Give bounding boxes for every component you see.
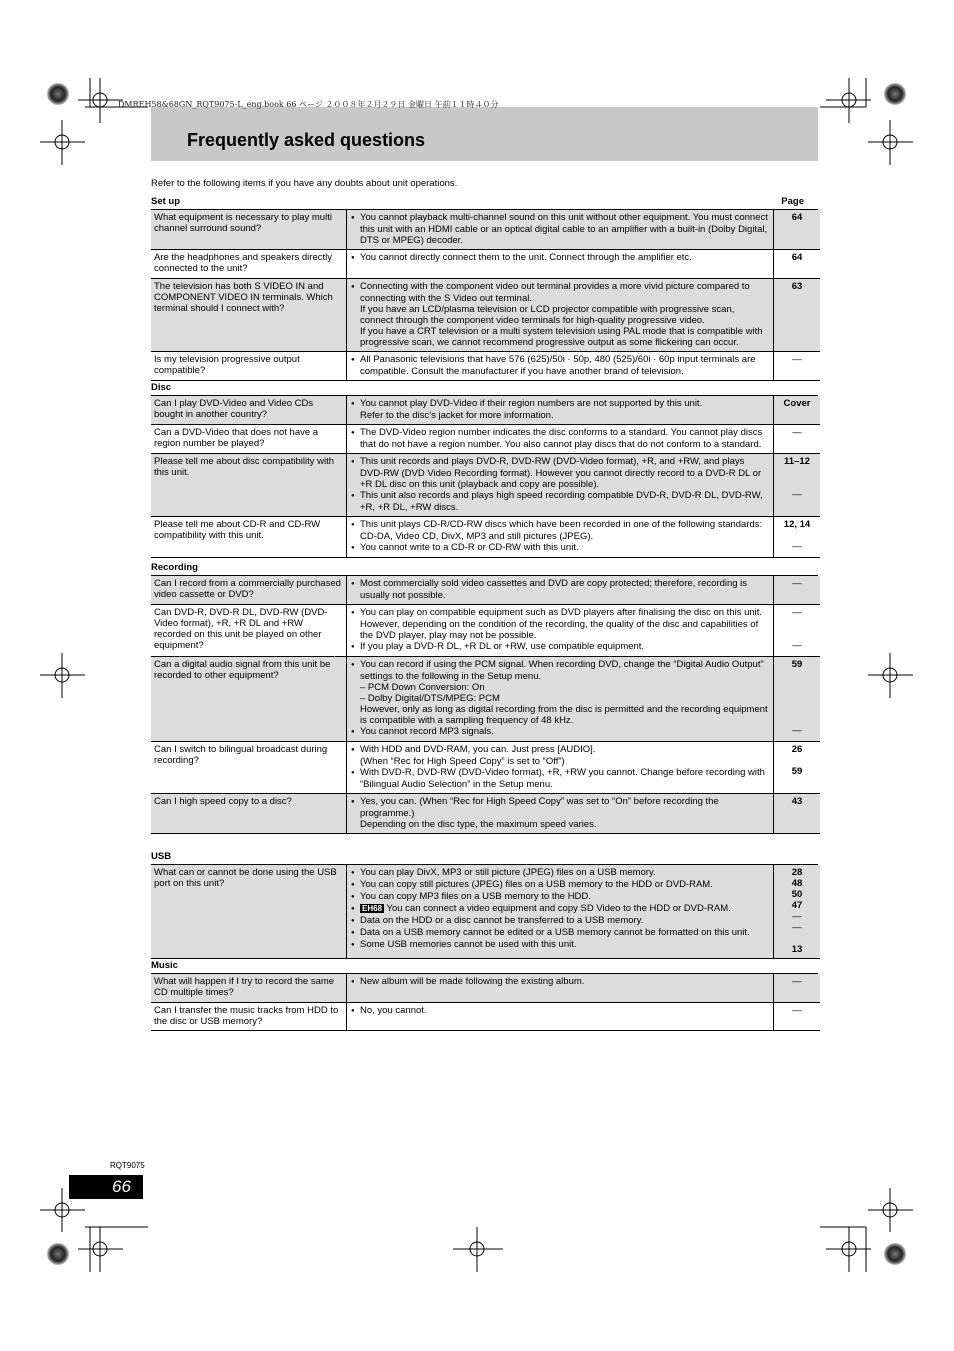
faq-row [151,794,820,834]
section-title: Set up [151,196,181,207]
file-info-line: DMREH58&68GN_RQT9075-L_eng.book 66 ページ ２００８年２月２９日 金曜日 午前１１時４０分 [118,100,499,109]
page-ref: — [774,974,821,1003]
faq-row [151,454,820,517]
page-ref: — [774,352,821,381]
faq-content [151,195,818,1031]
page-title: Frequently asked questions [187,130,426,150]
answer: ● No, you cannot. [347,1003,774,1031]
answer: ● You can play DivX, MP3 or still picture (JPEG) files on a USB memory. ● You can copy still pictures (JPEG) files on a USB memory to the HDD or DVD-RAM. ● You can copy MP3 files on a USB memory to the HDD. ● EH68 You can connect a video equipment and copy SD Video to the HDD or DVD-RAM. ● Data on the HDD or a disc cannot be transferred to a USB memory. ● Data on a USB memory cannot be edited or a USB memory cannot be formatted on this unit. ● Some USB memories cannot be used with this unit. [347,865,774,959]
question: What equipment is necessary to play multi channel surround sound? [151,210,347,250]
question: What can or cannot be done using the USB port on this unit? [151,865,347,959]
faq-row [151,974,820,1003]
page-ref: — — [774,605,821,657]
answer: ● With HDD and DVD-RAM, you can. Just press [AUDIO]. (When “Rec for High Speed Copy” is set to “Off”) ● With DVD-R, DVD-RW (DVD-Video format), +R, +RW you cannot. Change before recording with “Bilingual Audio Selection” in the Setup menu. [347,742,774,794]
question: Can a digital audio signal from this unit be recorded to other equipment? [151,657,347,742]
answer: ● You cannot directly connect them to the unit. Connect through the amplifier etc. [347,250,774,279]
faq-row [151,279,820,352]
faq-row [151,352,820,381]
faq-row [151,210,820,250]
answer: ● This unit plays CD-R/CD-RW discs which have been recorded in one of the following standards: CD-DA, Video CD, DivX, MP3 and still pictures (JPEG). ● You cannot write to a CD-R or CD-RW with this unit. [347,517,774,558]
page-ref: — [774,425,821,454]
document-code: RQT9075 [110,1161,145,1170]
section-title: Recording [151,562,198,573]
page-ref: 63 [774,279,821,352]
question: Can DVD-R, DVD-R DL, DVD-RW (DVD-Video format), +R, +R DL and +RW recorded on this unit be played on other equipment? [151,605,347,657]
page-ref: 28 48 50 47 — — 13 [774,865,821,959]
question: Can I play DVD-Video and Video CDs bought in another country? [151,396,347,425]
section-header-usb [151,850,818,865]
question: The television has both S VIDEO IN and COMPONENT VIDEO IN terminals. Which terminal should I connect with? [151,279,347,352]
answer: ● The DVD-Video region number indicates the disc conforms to a standard. You cannot play discs that do not have a region number. You also cannot play discs that do not conform to a standard. [347,425,774,454]
faq-table-recording [151,576,820,834]
registration-circle-icon [884,83,906,105]
answer: ● You cannot playback multi-channel sound on this unit without other equipment. You must connect this unit with an HDMI cable or an optical digital cable to an amplifier with a built-in (Dolby Digital, DTS or MPEG) decoder. [347,210,774,250]
page-ref: 43 [774,794,821,834]
question: Can I switch to bilingual broadcast during recording? [151,742,347,794]
question: Can I transfer the music tracks from HDD to the disc or USB memory? [151,1003,347,1031]
intro-text: Refer to the following items if you have any doubts about unit operations. [151,178,458,189]
page-column-label: Page [781,196,804,207]
faq-table-music [151,974,820,1031]
page-ref: 64 [774,250,821,279]
answer: ● You can play on compatible equipment such as DVD players after finalising the disc on this unit. However, depending on the condition of the recording, the quality of the disc and capabilities of the DVD player, play may not be possible. ● If you play a DVD-R DL, +R DL or +RW, use compatible equipment. [347,605,774,657]
faq-row [151,1003,820,1031]
faq-row [151,605,820,657]
page-ref: — [774,576,821,605]
section-header-setup [151,195,818,210]
answer: ● You can record if using the PCM signal. When recording DVD, change the “Digital Audio Output” settings to the following in the Setup menu. – PCM Down Conversion: On – Dolby Digital/DTS/MPEG: PCM However, only as long as digital recording from the disc is permitted and the recording equipment is compatible with a sampling frequency of 48 kHz. ● You cannot record MP3 signals. [347,657,774,742]
faq-row [151,396,820,425]
question: Is my television progressive output compatible? [151,352,347,381]
question: Can I high speed copy to a disc? [151,794,347,834]
answer: ● You cannot play DVD-Video if their region numbers are not supported by this unit. Refer to the disc’s jacket for more information. [347,396,774,425]
section-title: USB [151,851,172,862]
page-ref: Cover [774,396,821,425]
question: What will happen if I try to record the same CD multiple times? [151,974,347,1003]
page-number: 66 [112,1177,131,1196]
section-header-recording [151,561,818,576]
page-ref: 11–12 — [774,454,821,517]
page-ref: 12, 14 — [774,517,821,558]
page-number-box [69,1175,143,1199]
section-title: Disc [151,382,172,393]
registration-circle-icon [884,1243,906,1265]
section-title: Music [151,960,178,971]
faq-table-disc [151,396,820,558]
answer: ● All Panasonic televisions that have 576 (625)/50i · 50p, 480 (525)/60i · 60p input terminals are compatible. Consult the manufacturer if you have another brand of television. [347,352,774,381]
answer: ● This unit records and plays DVD-R, DVD-RW (DVD-Video format), +R, and +RW, and plays DVD-RW (DVD Video Recording format). However you cannot directly record to a DVD-R DL or +R DL disc on this unit (playback and copy are possible). ● This unit also records and plays high speed recording compatible DVD-R, DVD-R DL, DVD-RW, +R, +R DL, +RW discs. [347,454,774,517]
page-ref: 59 — [774,657,821,742]
faq-row [151,657,820,742]
faq-table-setup [151,210,820,381]
question: Please tell me about CD-R and CD-RW compatibility with this unit. [151,517,347,558]
registration-circle-icon [47,1243,69,1265]
model-badge: EH68 [362,904,383,913]
registration-circle-icon [47,83,69,105]
question: Can a DVD-Video that does not have a region number be played? [151,425,347,454]
section-header-disc [151,381,818,396]
faq-table-usb [151,865,820,959]
page-ref: 64 [774,210,821,250]
faq-row [151,425,820,454]
faq-row [151,250,820,279]
question: Are the headphones and speakers directly connected to the unit? [151,250,347,279]
faq-row [151,517,820,558]
section-header-music [151,959,818,974]
page-ref: 26 59 [774,742,821,794]
answer: ● Most commercially sold video cassettes and DVD are copy protected; therefore, recording is usually not possible. [347,576,774,605]
answer: ● Yes, you can. (When “Rec for High Speed Copy” was set to “On” before recording the programme.) Depending on the disc type, the maximum speed varies. [347,794,774,834]
faq-row [151,865,820,959]
page-ref: — [774,1003,821,1031]
faq-row [151,576,820,605]
question: Please tell me about disc compatibility with this unit. [151,454,347,517]
question: Can I record from a commercially purchased video cassette or DVD? [151,576,347,605]
faq-row [151,742,820,794]
answer: ● Connecting with the component video out terminal provides a more vivid picture compared to connecting with the S Video out terminal. If you have an LCD/plasma television or LCD projector compatible with progressive scan, connect through the component video terminals for high-quality progressive video. If you have a CRT television or a multi system television using PAL mode that is compatible with progressive scan, we cannot recommend progressive output as some flickering can occur. [347,279,774,352]
answer: ● New album will be made following the existing album. [347,974,774,1003]
